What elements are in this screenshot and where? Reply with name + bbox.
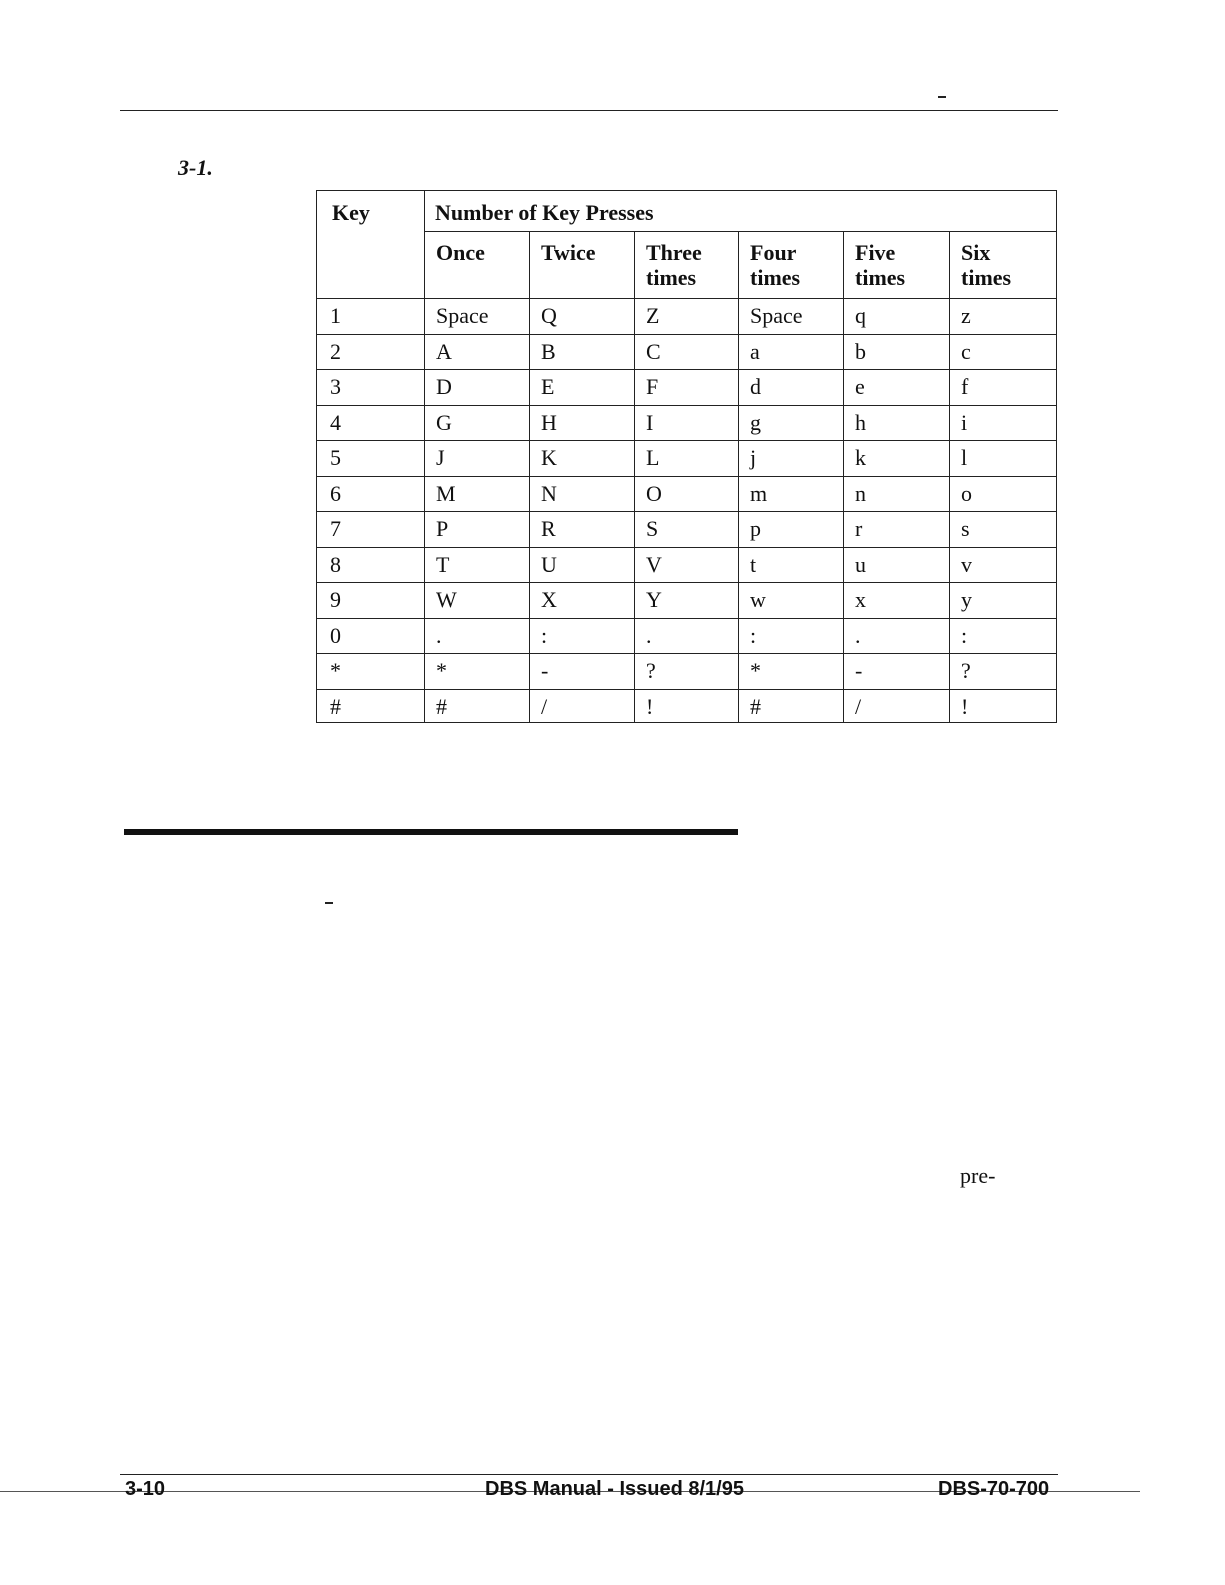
table-column-divider: [949, 231, 950, 722]
footer-page-number: 3-10: [125, 1478, 166, 1500]
table-cell: ?: [646, 658, 656, 683]
table-cell: S: [646, 516, 659, 541]
table-row-divider: [317, 440, 1056, 441]
table-cell: #: [750, 693, 761, 719]
table-cell: Y: [646, 587, 662, 612]
press-count-header-line2: times: [961, 265, 1012, 290]
footer-doc-code: DBS-70-700: [938, 1478, 1050, 1500]
table-cell: !: [961, 693, 969, 719]
table-cell: a: [750, 338, 760, 364]
table-row-key: 0: [330, 622, 341, 648]
table-cell: B: [541, 338, 556, 364]
table-cell: w: [750, 587, 766, 612]
table-cell: R: [541, 516, 556, 541]
table-cell: K: [541, 445, 557, 470]
table-cell: c: [961, 338, 971, 364]
table-row-divider: [317, 334, 1056, 335]
table-row-key: 3: [330, 374, 341, 399]
table-cell: n: [855, 480, 866, 506]
press-count-header: [646, 240, 702, 290]
table-cell: h: [855, 409, 866, 435]
table-row-key: 8: [330, 551, 341, 577]
table-cell: -: [855, 658, 863, 683]
table-column-divider: [529, 231, 530, 722]
press-count-header-line1: Once: [436, 240, 485, 265]
press-count-header: [541, 240, 596, 265]
table-cell: D: [436, 374, 452, 399]
press-count-header: [961, 240, 1011, 290]
table-row-key: 2: [330, 338, 341, 364]
table-cell: N: [541, 480, 557, 506]
table-cell: y: [961, 587, 972, 612]
table-header-divider: [424, 231, 1056, 232]
table-cell: U: [541, 551, 557, 577]
table-column-divider: [843, 231, 844, 722]
table-cell: L: [646, 445, 660, 470]
table-cell: ?: [961, 658, 971, 683]
press-count-header-line1: Five: [855, 240, 896, 265]
press-count-header-line1: Six: [961, 240, 991, 265]
table-cell: J: [436, 445, 445, 470]
table-cell: Space: [436, 303, 489, 328]
table-cell: x: [855, 587, 866, 612]
table-cell: .: [855, 622, 861, 648]
table-cell: I: [646, 409, 654, 435]
table-row-divider: [317, 405, 1056, 406]
table-cell: O: [646, 480, 662, 506]
key-press-table: [316, 190, 1057, 723]
footer-manual-title: DBS Manual - Issued 8/1/95: [485, 1478, 744, 1500]
table-cell: F: [646, 374, 659, 399]
section-divider: [124, 829, 738, 835]
table-cell: l: [961, 445, 968, 470]
header-rule: [120, 110, 1058, 111]
table-row-divider: [317, 476, 1056, 477]
header-dash-mark: [938, 96, 946, 98]
table-label: 3-1.: [178, 155, 213, 180]
table-cell: e: [855, 374, 865, 399]
table-row-key: *: [330, 658, 341, 683]
table-cell: o: [961, 480, 972, 506]
table-row-key: 7: [330, 516, 341, 541]
table-cell: E: [541, 374, 555, 399]
table-row-key: 6: [330, 480, 341, 506]
table-cell: Q: [541, 303, 557, 328]
table-cell: #: [436, 693, 447, 719]
table-row-divider: [317, 653, 1056, 654]
table-cell: k: [855, 445, 866, 470]
table-cell: /: [541, 693, 548, 719]
table-cell: :: [750, 622, 757, 648]
press-count-header-line1: Three: [646, 240, 702, 265]
press-count-header: [750, 240, 800, 290]
table-row-key: #: [330, 693, 341, 719]
press-count-header: [855, 240, 905, 290]
table-cell: *: [436, 658, 447, 683]
table-cell: s: [961, 516, 970, 541]
table-cell: W: [436, 587, 457, 612]
table-cell: u: [855, 551, 866, 577]
table-column-divider: [424, 191, 425, 722]
table-column-divider: [634, 231, 635, 722]
table-cell: *: [750, 658, 761, 683]
table-cell: g: [750, 409, 761, 435]
table-cell: /: [855, 693, 862, 719]
press-count-header: [436, 240, 485, 265]
table-cell: T: [436, 551, 450, 577]
table-cell: !: [646, 693, 654, 719]
table-cell: -: [541, 658, 549, 683]
table-cell: V: [646, 551, 662, 577]
table-column-divider: [738, 231, 739, 722]
table-row-divider: [317, 369, 1056, 370]
table-row-key: 4: [330, 409, 341, 435]
table-cell: P: [436, 516, 449, 541]
table-row-divider: [317, 298, 1056, 299]
table-cell: :: [961, 622, 968, 648]
table-row-key: 1: [330, 303, 341, 328]
table-row-divider: [317, 547, 1056, 548]
table-cell: Z: [646, 303, 660, 328]
table-cell: M: [436, 480, 456, 506]
press-count-header-line2: times: [750, 265, 801, 290]
table-cell: b: [855, 338, 866, 364]
table-cell: t: [750, 551, 757, 577]
press-count-header-line1: Twice: [541, 240, 596, 265]
dash-mark: [325, 902, 333, 904]
table-cell: v: [961, 551, 972, 577]
footer-rule: [120, 1474, 1058, 1475]
table-cell: .: [646, 622, 652, 648]
table-row-key: 9: [330, 587, 341, 612]
table-cell: .: [436, 622, 442, 648]
table-cell: d: [750, 374, 761, 399]
table-cell: q: [855, 303, 866, 328]
table-row-divider: [317, 689, 1056, 690]
table-cell: A: [436, 338, 452, 364]
table-cell: X: [541, 587, 557, 612]
table-row-key: 5: [330, 445, 341, 470]
table-row-divider: [317, 511, 1056, 512]
table-cell: r: [855, 516, 863, 541]
press-count-header-line2: times: [646, 265, 697, 290]
presses-group-header: Number of Key Presses: [435, 200, 654, 225]
table-cell: p: [750, 516, 761, 541]
text-fragment: pre-: [960, 1163, 996, 1188]
press-count-header-line1: Four: [750, 240, 797, 265]
table-cell: i: [961, 409, 968, 435]
table-cell: C: [646, 338, 661, 364]
table-row-divider: [317, 618, 1056, 619]
table-cell: Space: [750, 303, 803, 328]
table-cell: m: [750, 480, 768, 506]
table-cell: z: [961, 303, 971, 328]
key-column-header: Key: [332, 200, 370, 225]
table-cell: G: [436, 409, 452, 435]
table-row-divider: [317, 582, 1056, 583]
table-cell: H: [541, 409, 557, 435]
table-cell: f: [961, 374, 969, 399]
table-cell: :: [541, 622, 548, 648]
table-cell: j: [750, 445, 757, 470]
press-count-header-line2: times: [855, 265, 906, 290]
